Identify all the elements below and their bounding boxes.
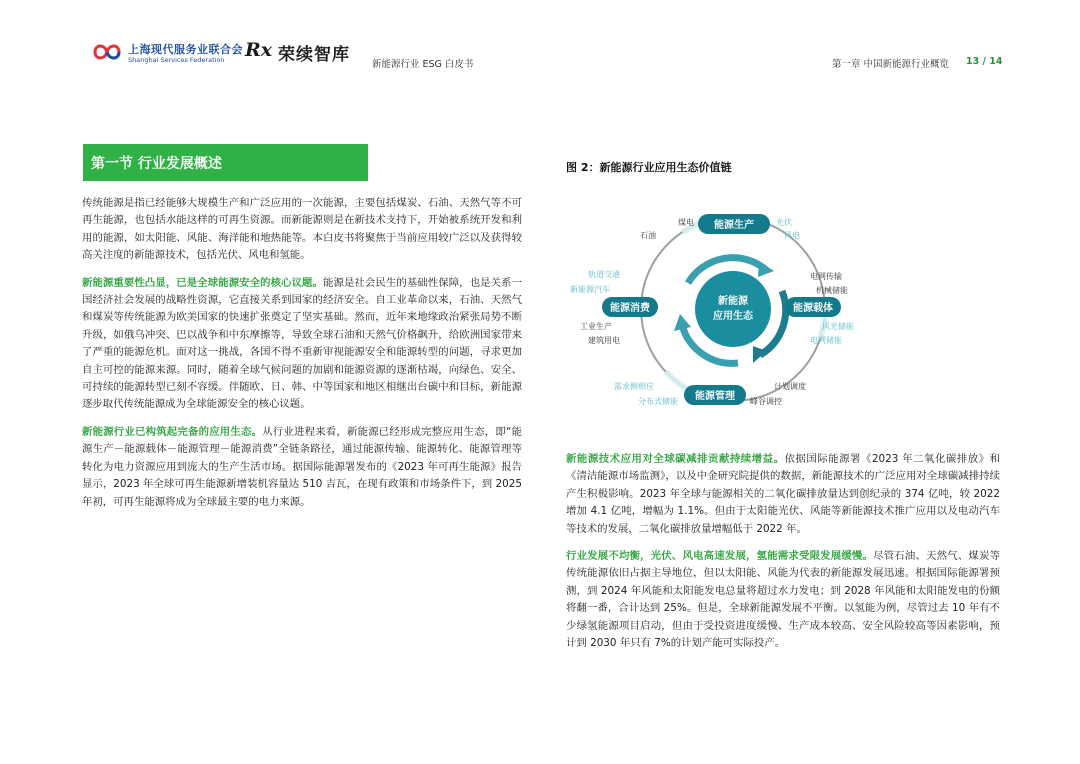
label-rail-transit: 轨道交通 <box>588 270 620 279</box>
document-title: 新能源行业 ESG 白皮书 <box>372 59 474 70</box>
svg-text:能源消费: 能源消费 <box>610 303 650 314</box>
org-name-cn: 上海现代服务业联合会 <box>128 43 243 56</box>
partner-logo-icon: Rx <box>245 39 273 61</box>
ecosystem-diagram <box>560 205 1000 440</box>
label-grid-storage: 电网储能 <box>810 336 842 345</box>
highlight-ecosystem: 新能源行业已构筑起完备的应用生态。 <box>82 425 263 438</box>
label-mechanical-storage: 机械储能 <box>816 286 848 295</box>
node-consumption <box>602 297 658 317</box>
label-peak-valley: 峰谷调控 <box>750 397 782 406</box>
label-distributed-storage: 分布式储能 <box>638 397 678 406</box>
chapter-title: 第一章 中国新能源行业概览 <box>832 59 950 70</box>
highlight-importance: 新能源重要性凸显，已是全球能源安全的核心议题。 <box>82 276 323 289</box>
paragraph-intro: 传统能源是指已经能够大规模生产和广泛应用的一次能源，主要包括煤炭、石油、天然气等不可再生能源，也包括水能这样的可再生资源。而新能源则是在新技术支持下，开始被系统开发和利用的能源，如太阳能、风能、海洋能和地热能等。本白皮书将聚焦于当前应用较广泛以及获得较高关注度的新能源技术，包括光伏、风电和氢能。 <box>82 197 522 262</box>
figure-title: 图 2：新能源行业应用生态价值链 <box>566 161 732 174</box>
label-demand-response: 需求侧相应 <box>614 382 654 391</box>
text-emissions: 依据国际能源署《2023 年二氧化碳排放》和《清洁能源市场监测》，以及中金研究院提供的数据，新能源技术的广泛应用对全球碳减排持续产生积极影响。2023 年全球与能源相关的二氧化碳排放量达到创纪录的 374 亿吨，较 2022 增加 4.1 亿吨，增幅为 1.1%。但由于太阳能光伏、风能等新能源技术推广应用以及电动汽车等技术的发展，二氧化碳排放量增幅低于 2022 年。 <box>566 453 1000 535</box>
label-wind-solar-storage: 风光储能 <box>822 322 854 331</box>
node-management <box>684 385 746 405</box>
org-name-en: Shanghai Services Federation <box>128 56 225 64</box>
highlight-emissions: 新能源技术应用对全球碳减排贡献持续增益。 <box>566 453 785 465</box>
svg-text:能源载体: 能源载体 <box>793 303 833 314</box>
svg-text:能源生产: 能源生产 <box>714 220 754 231</box>
page-header <box>0 0 1080 80</box>
partner-name: 荣续智库 <box>278 45 350 65</box>
center-label-1: 新能源 <box>718 296 748 307</box>
center-label-2: 应用生态 <box>713 311 753 322</box>
text-imbalance: 尽管石油、天然气、煤炭等传统能源依旧占据主导地位，但以太阳能、风能为代表的新能源发展迅速。根据国际能源署预测，到 2024 年风能和太阳能发电总量将超过水力发电；到 2028 年风能和太阳能发电的份额将翻一番，合计达到 25%。但是，全球新能源发展不平衡。以氢能为例，尽管过去 10 年有不少绿氢能源项目启动，但由于受投资进度缓慢、生产成本较高、安全风险较高等因素影响，预计到 2030 年只有 7%的计划产能可实际投产。 <box>566 550 1001 650</box>
label-ev: 新能源汽车 <box>570 285 610 294</box>
label-planned-dispatch: 计划调度 <box>774 382 806 391</box>
paragraph-imbalance <box>566 548 1000 652</box>
center-circle <box>695 271 771 347</box>
label-oil: 石油 <box>640 231 656 240</box>
section-title: 第一节 行业发展概述 <box>91 155 222 172</box>
page-number: 13 / 14 <box>966 56 1003 67</box>
label-coal: 煤电 <box>678 218 694 227</box>
node-production <box>698 214 770 234</box>
right-column <box>566 451 1000 662</box>
federation-logo-icon <box>92 40 122 64</box>
paragraph-importance <box>82 275 522 414</box>
highlight-imbalance: 行业发展不均衡，光伏、风电高速发展，氢能需求受限发展缓慢。 <box>566 550 874 563</box>
node-carrier <box>785 297 841 317</box>
text-importance: 能源是社会民生的基础性保障，也是关系一国经济社会发展的战略性资源，它直接关系到国家的经济安全。自工业革命以来，石油、天然气和煤炭等传统能源为欧美国家的快速扩张奠定了坚实基础。然而，近年来地缘政治紧张局势不断升级，如俄乌冲突、巴以战争和中东摩擦等，导致全球石油和天然气价格飙升，给欧洲国家带来了严重的能源危机。面对这一挑战，各国不得不重新审视能源安全和能源转型的问题，寻求更加自主可控的能源来源。同时，随着全球气候问题的加剧和能源资源的逐渐枯竭，向绿色、安全、可持续的能源转型已刻不容缓。伴随欧、日、韩、中等国家和地区相继出台碳中和目标，新能源逐步取代传统能源成为全球能源安全的核心议题。 <box>82 276 522 411</box>
paragraph-ecosystem <box>82 424 522 511</box>
label-wind: 风电 <box>784 231 800 240</box>
text-ecosystem: 从行业进程来看，新能源已经形成完整应用生态，即“能源生产－能源载体－能源管理－能源消费”全链条路径，通过能源传输、能源转化、能源管理等转化为电力资源应用到庞大的生产生活市场。据国际能源署发布的《2023 年可再生能源》报告显示，2023 年全球可再生能源新增装机容量达 510 吉瓦，在现有政策和市场条件下，到 2025 年初，可再生能源将成为全球最主要的电力来源。 <box>82 425 522 508</box>
paragraph-emissions <box>566 451 1000 538</box>
section-heading <box>83 144 368 181</box>
label-grid-transmission: 电网传输 <box>810 272 842 281</box>
label-industry: 工业生产 <box>580 322 612 331</box>
label-solar: 光伏 <box>776 218 792 227</box>
svg-text:能源管理: 能源管理 <box>695 391 735 402</box>
label-building: 建筑用电 <box>588 336 620 345</box>
left-column <box>82 195 522 521</box>
